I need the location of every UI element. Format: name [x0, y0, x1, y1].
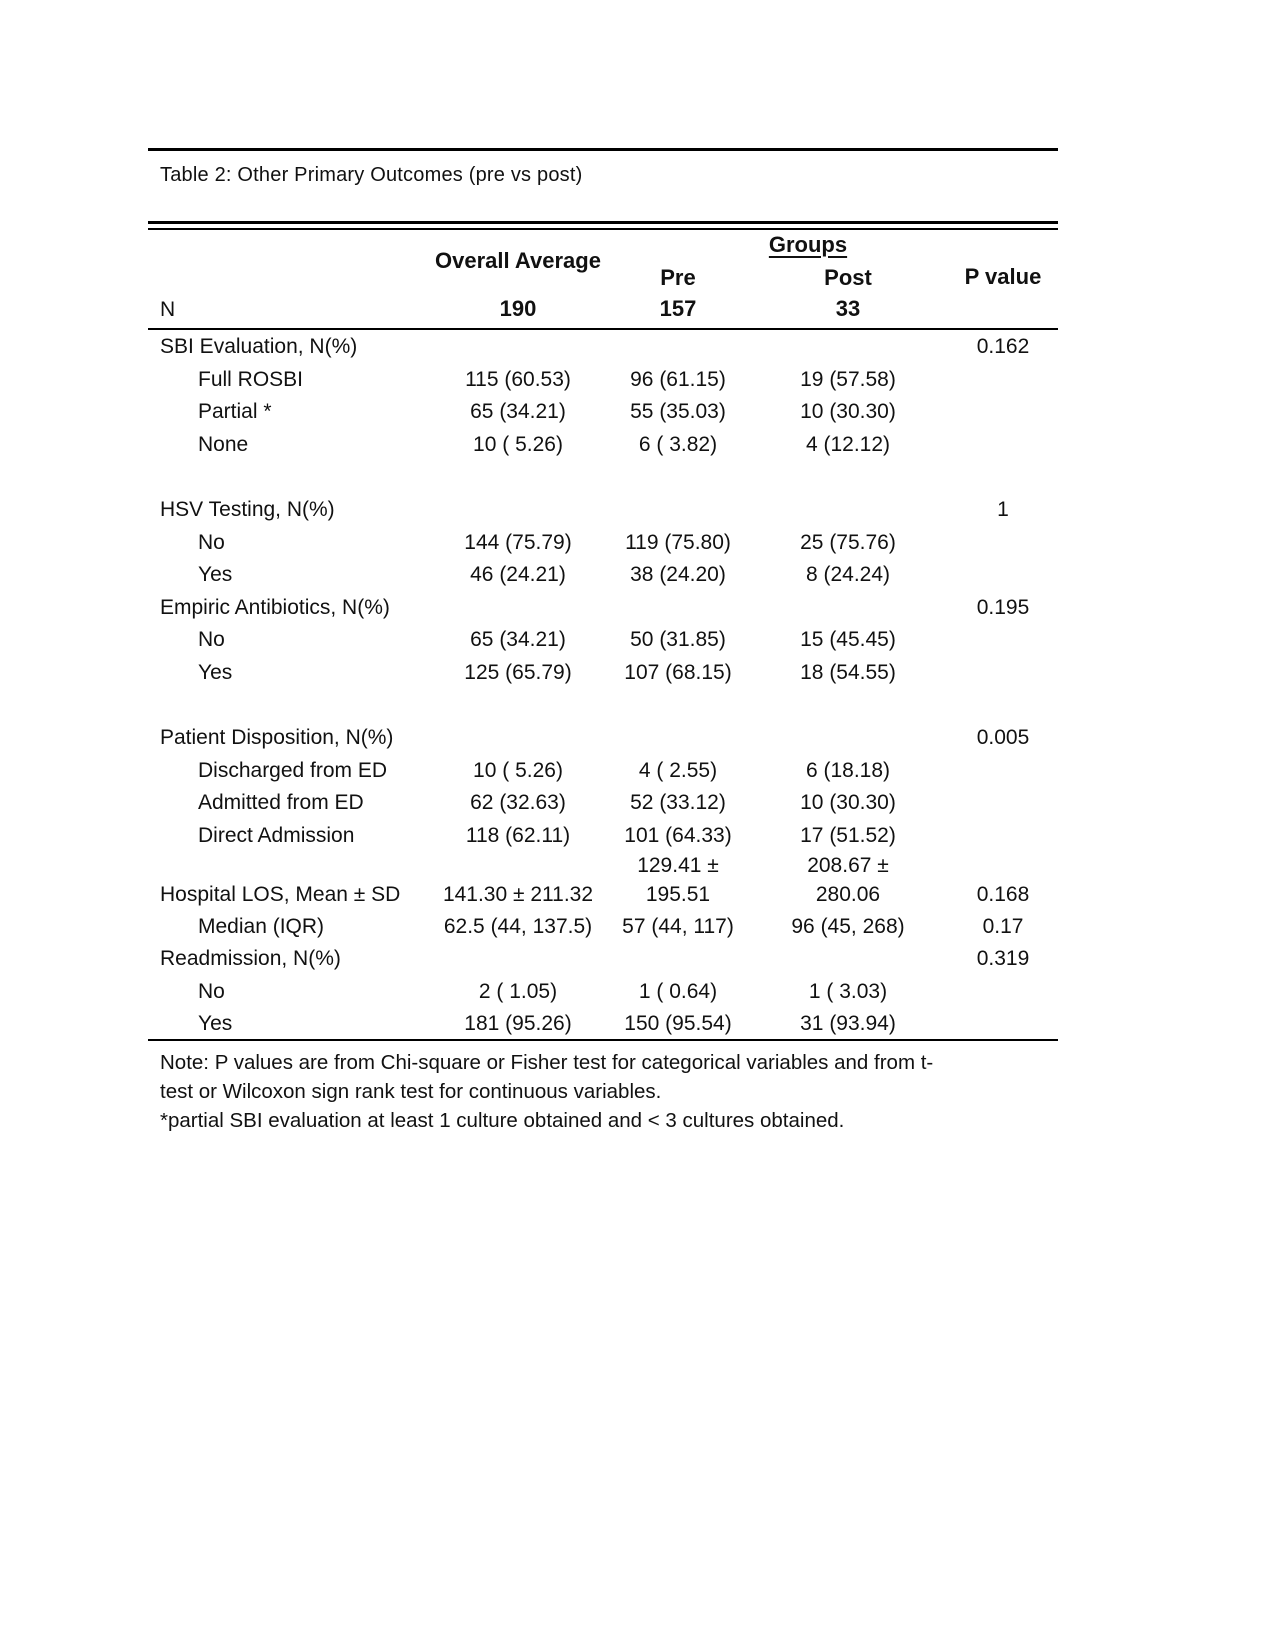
row-label: SBI Evaluation, N(%): [160, 335, 358, 358]
table-row: [148, 942, 1058, 975]
overall-cell: 118 (62.11): [465, 823, 571, 847]
overall-cell: 125 (65.79): [464, 660, 572, 684]
overall-cell: 62 (32.63): [470, 791, 566, 815]
row-label: Full ROSBI: [198, 367, 304, 391]
row-label: None: [198, 432, 249, 456]
table-body: [148, 330, 1058, 1040]
post-cell: 10 (30.30): [800, 791, 896, 815]
p-value-cell: 0.162: [976, 335, 1030, 358]
pre-cell: 107 (68.15): [624, 660, 732, 684]
header-pre: Pre: [660, 265, 696, 290]
spacer-row: [148, 460, 1058, 493]
row-label: Partial *: [198, 400, 272, 424]
pre-cell: 55 (35.03): [630, 400, 726, 424]
table-subrow: [148, 363, 1058, 396]
table-subrow: [148, 975, 1058, 1008]
header-overall-average: Overall Average: [435, 248, 601, 273]
post-cell: 280.06: [815, 882, 881, 906]
p-value-cell: 1: [997, 497, 1009, 521]
overall-cell: 141.30 ± 211.32: [442, 882, 594, 906]
post-cell: 31 (93.94): [800, 1012, 896, 1036]
p-value-cell: 0.319: [976, 947, 1030, 971]
table-notes: [160, 1048, 1050, 1135]
row-label: Direct Admission: [198, 823, 355, 847]
overall-cell: 10 ( 5.26): [473, 432, 563, 456]
table-row: [148, 591, 1058, 624]
pre-cell: 96 (61.15): [630, 367, 726, 391]
table-subrow: [148, 786, 1058, 819]
table-subrow: [148, 558, 1058, 591]
table-caption: Table 2: Other Primary Outcomes (pre vs post): [160, 164, 583, 186]
post-cell: 96 (45, 268): [791, 914, 905, 938]
pre-cell: 52 (33.12): [630, 791, 726, 815]
row-label: Yes: [198, 563, 233, 587]
post-cell: 1 ( 3.03): [808, 979, 888, 1003]
table-row: [148, 881, 1058, 910]
pre-cell: 195.51: [645, 882, 711, 906]
table-subrow: [148, 428, 1058, 461]
overall-cell: 181 (95.26): [464, 1012, 572, 1036]
header-double-rule: [148, 221, 1058, 230]
header-groups: Groups: [768, 232, 848, 257]
overall-cell: 62.5 (44, 137.5): [443, 914, 593, 938]
row-label: Hospital LOS, Mean ± SD: [160, 882, 401, 906]
post-cell: 25 (75.76): [800, 530, 896, 554]
overall-cell: 10 ( 5.26): [473, 758, 563, 782]
p-value-cell: 0.168: [976, 882, 1030, 906]
table-subrow: [148, 395, 1058, 428]
n-post: 33: [835, 296, 861, 321]
header-p-value: P value: [964, 264, 1042, 289]
overall-cell: 65 (34.21): [470, 400, 566, 424]
table-subrow: [148, 819, 1058, 852]
table-row: [148, 330, 1058, 363]
row-label: HSV Testing, N(%): [160, 497, 335, 521]
pre-cell: 50 (31.85): [630, 628, 726, 652]
post-cell: 4 (12.12): [805, 432, 891, 456]
post-cell: 10 (30.30): [800, 400, 896, 424]
table-subrow: [148, 623, 1058, 656]
pre-cell: 38 (24.20): [630, 563, 726, 587]
pre-cell: 101 (64.33): [624, 823, 732, 847]
pre-cell: 4 ( 2.55): [638, 758, 718, 782]
n-overall: 190: [499, 296, 537, 321]
overall-cell: 46 (24.21): [470, 563, 566, 587]
pre-cell: 6 ( 3.82): [638, 432, 718, 456]
p-value-cell: 0.195: [976, 595, 1030, 619]
header-post: Post: [824, 265, 872, 290]
pre-cell: 129.41 ±: [637, 853, 719, 877]
row-label: No: [198, 979, 225, 1003]
post-cell: 18 (54.55): [800, 660, 896, 684]
pre-cell: 1 ( 0.64): [638, 979, 718, 1003]
post-cell: 6 (18.18): [805, 758, 891, 782]
row-label: Yes: [198, 1012, 233, 1036]
row-label: Discharged from ED: [198, 758, 388, 782]
pre-cell: 57 (44, 117): [622, 914, 734, 938]
note-line: test or Wilcoxon sign rank test for continuous variables.: [160, 1080, 662, 1103]
p-value-cell: 0.17: [982, 914, 1024, 938]
overall-cell: 65 (34.21): [470, 628, 566, 652]
p-value-cell: 0.005: [976, 726, 1030, 750]
table-subrow: [148, 526, 1058, 559]
n-row-label: N: [160, 298, 176, 321]
post-cell: 8 (24.24): [805, 563, 891, 587]
n-pre: 157: [659, 296, 697, 321]
table-row: [148, 493, 1058, 526]
post-cell: 208.67 ±: [807, 853, 889, 877]
top-rule: [148, 148, 1058, 151]
table-subrow: [148, 910, 1058, 943]
post-cell: 15 (45.45): [800, 628, 896, 652]
row-label: Patient Disposition, N(%): [160, 726, 394, 750]
overall-cell: 144 (75.79): [464, 530, 572, 554]
table-subrow: [148, 656, 1058, 689]
row-label: Admitted from ED: [198, 791, 364, 815]
row-label: No: [198, 530, 225, 554]
row-label: Yes: [198, 660, 233, 684]
row-label: Empiric Antibiotics, N(%): [160, 595, 390, 619]
note-line: Note: P values are from Chi-square or Fisher test for categorical variables and from t-: [160, 1051, 934, 1074]
row-label: Median (IQR): [198, 914, 325, 938]
table-row: [148, 721, 1058, 754]
row-label: Readmission, N(%): [160, 947, 341, 971]
note-line: *partial SBI evaluation at least 1 culture obtained and < 3 cultures obtained.: [160, 1109, 845, 1132]
overall-cell: 2 ( 1.05): [478, 979, 558, 1003]
pre-cell: 119 (75.80): [625, 530, 731, 554]
table-row: [148, 852, 1058, 881]
spacer-row: [148, 689, 1058, 722]
post-cell: 19 (57.58): [800, 367, 896, 391]
table-subrow: [148, 1007, 1058, 1040]
table-subrow: [148, 754, 1058, 787]
bottom-rule: [148, 1039, 1058, 1041]
overall-cell: 115 (60.53): [465, 367, 571, 391]
row-label: No: [198, 628, 225, 652]
post-cell: 17 (51.52): [800, 823, 896, 847]
pre-cell: 150 (95.54): [624, 1012, 732, 1036]
